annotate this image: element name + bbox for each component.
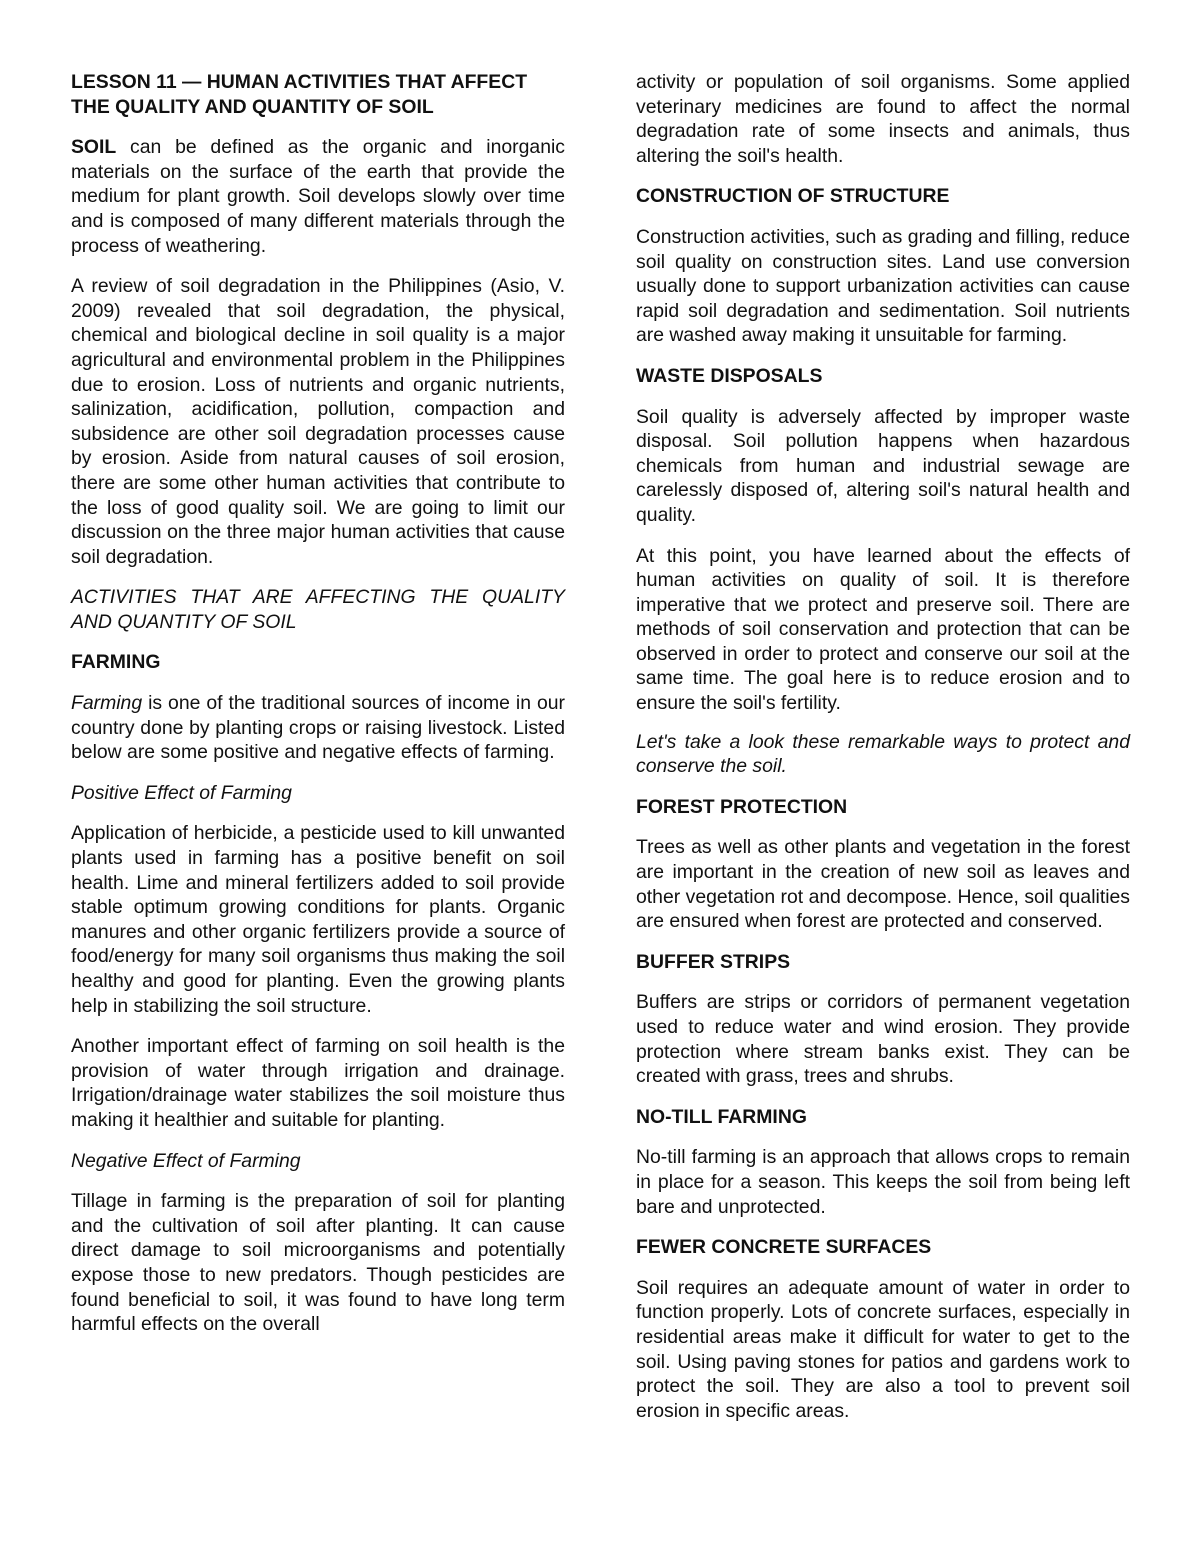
soil-degradation-review-paragraph: A review of soil degradation in the Philippines (Asio, V. 2009) revealed that soil degradation, the physical, chemical and biological decline in soil quality is a major agricultural and environmental problem in the Philippines due to erosion. Loss of nutrients and organic nutrients, salinization, acidification, pollution, compaction and subsidence are other soil degradation processes cause by erosion. Aside from natural causes of soil erosion, there are some other human activities that contribute to the loss of good quality soil. We are going to limit our discussion on the three major human activities that cause soil degradation. <box>71 275 565 568</box>
farming-paragraph <box>71 691 565 765</box>
summary-paragraph: At this point, you have learned about the effects of human activities on quality of soil. It is therefore imperative that we protect and preserve soil. There are methods of soil conservation and protection that can be observed in order to protect and conserve our soil at the same time. The goal here is to reduce erosion and to ensure the soil's fertility. <box>636 544 1130 715</box>
farming-heading: FARMING <box>71 651 161 674</box>
buffer-strips-heading: BUFFER STRIPS <box>636 950 791 973</box>
no-till-heading: NO-TILL FARMING <box>636 1105 807 1128</box>
negative-effect-heading: Negative Effect of Farming <box>71 1149 301 1172</box>
fewer-concrete-heading: FEWER CONCRETE SURFACES <box>636 1236 932 1259</box>
lesson-title: LESSON 11 — HUMAN ACTIVITIES THAT AFFECT THE QUALITY AND QUANTITY OF SOIL <box>71 71 528 118</box>
positive-effect-paragraph-1: Application of herbicide, a pesticide used to kill unwanted plants used in farming has a positive benefit on soil health. Lime and mineral fertilizers added to soil provide stable optimum growing conditions for plants. Organic manures and other organic fertilizers provide a source of food/energy for many soil organisms thus making the soil healthy and good for planting. Even the growing plants help in stabilizing the soil structure. <box>71 822 565 1017</box>
right-column <box>636 70 1130 1439</box>
no-till-paragraph: No-till farming is an approach that allows crops to remain in place for a season. This keeps the soil from being left bare and unprotected. <box>636 1146 1130 1218</box>
buffer-strips-paragraph: Buffers are strips or corridors of permanent vegetation used to reduce water and wind erosion. They provide protection where stream banks exist. They can be created with grass, trees and shrubs. <box>636 991 1130 1088</box>
waste-disposals-heading: WASTE DISPOSALS <box>636 364 823 387</box>
farming-text: is one of the traditional sources of income in our country done by planting crops or raising livestock. Listed below are some positive and negative effects of farming. <box>71 692 565 764</box>
negative-effect-paragraph: Tillage in farming is the preparation of soil for planting and the cultivation of soil after planting. It can cause direct damage to soil microorganisms and potentially expose those to new predators. Though pesticides are found beneficial to soil, it was found to have long term harmful effects on the overall <box>71 1190 565 1336</box>
forest-protection-heading: FOREST PROTECTION <box>636 795 848 818</box>
soil-term: SOIL <box>71 136 117 159</box>
left-column <box>71 70 565 1353</box>
waste-disposals-paragraph: Soil quality is adversely affected by improper waste disposal. Soil pollution happens when hazardous chemicals from human and industrial sewage are carelessly disposed of, altering soil's natural health and quality. <box>636 405 1130 526</box>
soil-definition-paragraph <box>71 135 565 258</box>
positive-effect-paragraph-2: Another important effect of farming on soil health is the provision of water through irrigation and drainage. Irrigation/drainage water stabilizes the soil moisture thus making it healthier and suitable for planting. <box>71 1035 565 1131</box>
construction-paragraph: Construction activities, such as grading and filling, reduce soil quality on construction sites. Land use conversion usually done to support urbanization activities can cause rapid soil degradation and sedimentation. Soil nutrients are washed away making it unsuitable for farming. <box>636 225 1130 347</box>
forest-protection-paragraph: Trees as well as other plants and vegetation in the forest are important in the creation of new soil as leaves and other vegetation rot and decompose. Hence, soil qualities are ensured when forest are protected and conserved. <box>636 836 1130 933</box>
fewer-concrete-paragraph: Soil requires an adequate amount of water in order to function properly. Lots of concrete surfaces, especially in residential areas make it difficult for water to get to the soil. Using paving stones for patios and gardens work to protect the soil. They are also a tool to prevent soil erosion in specific areas. <box>636 1276 1130 1422</box>
construction-heading: CONSTRUCTION OF STRUCTURE <box>636 185 950 208</box>
activities-heading: ACTIVITIES THAT ARE AFFECTING THE QUALITY AND QUANTITY OF SOIL <box>71 586 565 633</box>
conservation-intro: Let's take a look these remarkable ways to protect and conserve the soil. <box>636 730 1130 778</box>
positive-effect-heading: Positive Effect of Farming <box>71 781 292 804</box>
soil-definition-text: can be defined as the organic and inorganic materials on the surface of the earth that provide the medium for plant growth. Soil develops slowly over time and is composed of many different materials through the process of weathering. <box>71 136 565 257</box>
negative-effect-continuation: activity or population of soil organisms. Some applied veterinary medicines are found to affect the normal degradation rate of some insects and animals, thus altering the soil's health. <box>636 71 1130 167</box>
farming-term: Farming <box>71 692 143 715</box>
